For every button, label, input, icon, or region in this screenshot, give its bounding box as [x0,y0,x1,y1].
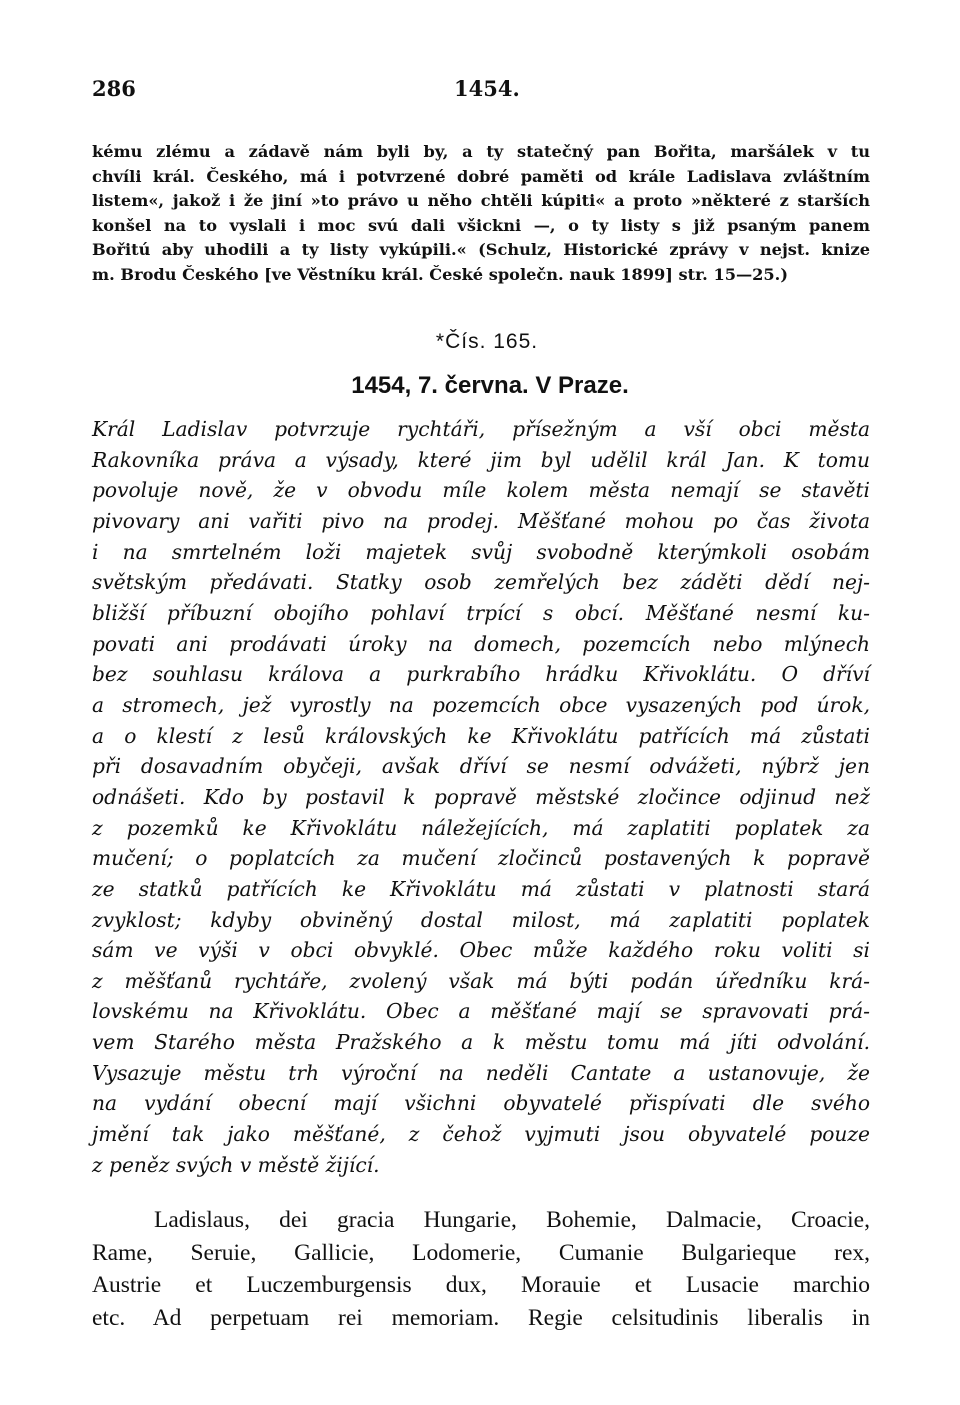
latin-line: Austrie et Luczemburgensis dux, Morauie et Lusacie marchio [92,1272,870,1298]
regest-line: na vydání obecní mají všichni obyvatelé přispívati dle svého [92,1091,870,1116]
regest-line: bez souhlasu králova a purkrabího hrádku Křivoklátu. O dříví [92,662,870,687]
regest-line: Vysazuje městu trh výroční na neděli Cantate a ustanovuje, že [92,1060,870,1085]
regest-line: lovskému na Křivoklátu. Obec a měšťané mají se spravovati prá- [92,999,870,1024]
intro-line: kému zlému a zádavě nám byli by, a ty statečný pan Bořita, maršálek v tu [92,142,870,161]
regest-line: mučení; o poplatcích za mučení zločinců postavených k popravě [92,846,870,871]
latin-line: Ladislaus, dei gracia Hungarie, Bohemie, Dalmacie, Croacie, [154,1207,870,1233]
document-number: *Čís. 165. [435,330,539,353]
regest-line: bližší příbuzní obojího pohlaví trpící s obcí. Měšťané nesmí ku- [92,600,870,625]
latin-line: etc. Ad perpetuam rei memoriam. Regie celsitudinis liberalis in [92,1304,870,1331]
regest-line: Král Ladislav potvrzuje rychtáři, přísežným a vší obci města [92,417,870,441]
latin-charter-text [92,1204,870,1334]
regest-line: z peněz svých v městě žijící. [92,1152,380,1177]
page-number: 286 [92,76,136,101]
regest-line: pivovary ani vařiti pivo na prodej. Měšťané mohou po čas života [92,508,870,533]
regest-line: zvyklost; kdyby obviněný dostal milost, má zaplatiti poplatek [92,907,870,932]
intro-line: listem«, jakož i že jiní »to právo u něho chtěli kúpiti« a proto »některé z starších [92,191,870,211]
intro-line: konšel na to vyslali i moc svú dali všickni —, o ty listy s již psaným panem [92,215,870,235]
intro-paragraph [92,140,870,288]
regest-line: světským předávati. Statky osob zemřelých bez záděti dědí nej- [92,570,870,595]
intro-line: Bořitú aby uhodili a ty listy vykúpili.« (Schulz, Historické zprávy v nejst. knize [92,240,870,260]
intro-line: chvíli král. Českého, má i potvrzené dobré paměti od krále Ladislava zvláštním [92,166,870,186]
regest-line: vem Starého města Pražského a k městu tomu má jíti odvolání. [92,1030,870,1055]
document-date-place: 1454, 7. června. V Praze. [351,372,629,399]
regest-line: a stromech, jež vyrostly na pozemcích obce vysazených pod úrok, [92,692,870,717]
regest-line: a o klestí z lesů královských ke Křivoklátu patřících má zůstati [92,723,870,748]
regest-line: jmění tak jako měšťané, z čehož vyjmuti jsou obyvatelé pouze [92,1122,870,1147]
regest-line: i na smrtelném loži majetek svůj svobodně kterýmkoli osobám [92,539,870,564]
regest-line: odnášeti. Kdo by postavil k popravě městské zločince odjinud než [92,784,870,809]
regest-line: povati ani prodávati úroky na domech, pozemcích nebo mlýnech [92,631,870,656]
intro-line: m. Brodu Českého [ve Věstníku král. České společn. nauk 1899] str. 15—25.) [92,264,788,284]
regest-line: sám ve výši v obci obvyklé. Obec může každého roku voliti si [92,938,870,963]
regest-line: Rakovníka práva a výsady, které jim byl udělil král Jan. K tomu [92,447,870,472]
running-header-year: 1454. [454,76,520,101]
regest-line: při dosavadním obyčeji, avšak dříví se nesmí odvážeti, nýbrž jen [92,754,870,779]
regest-line: povoluje nově, že v obvodu míle kolem města nemají se stavěti [92,478,870,503]
regest-line: z pozemků ke Křivoklátu náležejících, má zaplatiti poplatek za [92,815,870,840]
regest-line: ze statků patřících ke Křivoklátu má zůstati v platnosti stará [92,876,870,901]
latin-line: Rame, Seruie, Gallicie, Lodomerie, Cumanie Bulgarieque rex, [92,1239,870,1266]
regest-line: z měšťanů rychtáře, zvolený však má býti podán úředníku krá- [92,968,870,993]
regest-paragraph [92,414,870,1180]
page-header [92,76,870,108]
